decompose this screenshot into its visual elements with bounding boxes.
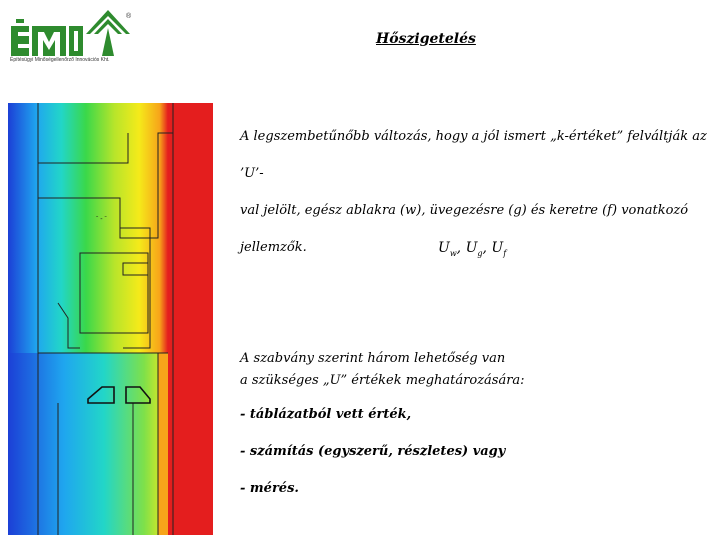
svg-text:®: ® [126,13,132,20]
logo-subtitle: Építésügyi Minőségellenőrző Innovációs Kht. [10,57,110,63]
page-title: Hőszigetelés [376,31,476,47]
thermal-image [8,103,213,535]
paragraph-2-line-2: a szükséges „U” értékek meghatározására: [240,373,525,388]
bullet-item: - táblázatból vett érték, [240,407,412,422]
separator: , [482,240,492,256]
subscript-w: w [449,248,457,258]
subscript-g: g [477,248,483,258]
paragraph-1-line-1: A legszembetűnőbb változás, hogy a jól ismert „k-értéket” felváltják az ’U’- [240,129,707,181]
subscript-f: f [503,248,507,258]
u-symbol: U [465,240,478,256]
u-symbol: U [438,240,450,256]
paragraph-2 [240,348,525,392]
u-symbol: U [491,240,504,256]
paragraph-2-line-1: A szabvány szerint három lehetőség van [240,351,506,366]
bullet-item: - mérés. [240,481,299,496]
paragraph-1-line-3: jellemzők. [240,240,307,255]
paragraph-1-line-2: val jelölt, egész ablakra (w), üvegezésre (g) és keretre (f) vonatkozó [240,203,689,218]
bullet-item: - számítás (egyszerű, részletes) vagy [240,444,506,459]
svg-text:ˉ - ˉ: ˉ - ˉ [96,216,107,223]
separator: , [456,240,466,256]
u-values-formula [438,240,506,258]
